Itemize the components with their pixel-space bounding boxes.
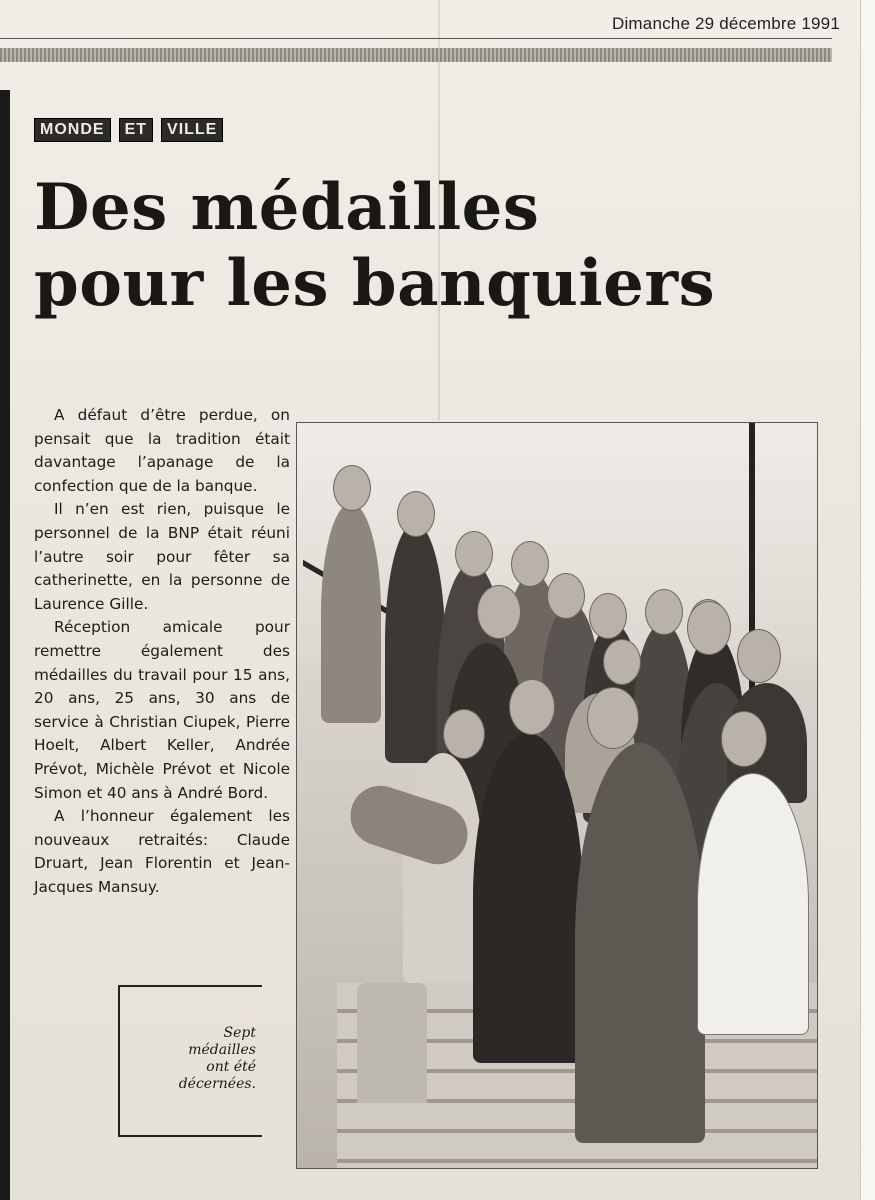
article-body [34, 404, 290, 899]
article-paragraph: A défaut d’être perdue, on pensait que la tradition était davantage l’apanage de la confection que de la banque. [34, 406, 290, 495]
headline-line-1: Des médailles [34, 170, 540, 245]
headline [34, 170, 794, 322]
group-photo [296, 422, 818, 1169]
headline-line-2: pour les banquiers [34, 246, 716, 321]
caption-line: ont été [206, 1059, 256, 1075]
person-head [737, 629, 781, 683]
person-figure [403, 753, 483, 983]
rubric-word: MONDE [34, 118, 111, 142]
caption-line: médailles [188, 1042, 256, 1058]
person-head [509, 679, 555, 735]
header-rule [0, 38, 832, 39]
person-head [455, 531, 493, 577]
person-figure [697, 773, 809, 1035]
photo-caption [146, 1025, 256, 1093]
caption-line: décernées. [178, 1076, 256, 1092]
header-band [0, 48, 832, 62]
article-paragraph: Réception amicale pour remettre également des médailles du travail pour 15 ans, 20 ans, 25 ans, 30 ans de service à Christian Ciupek, Pierre Hoelt, Albert Keller, Andrée Prévot, Michèle Prévot et Nicole Simon et 40 ans à André Bord. [34, 618, 290, 802]
person-head [687, 601, 731, 655]
caption-line: Sept [223, 1025, 256, 1041]
article-paragraph: Il n’en est rien, puisque le personnel de la BNP était réuni l’autre soir pour fêter sa catherinette, en la personne de Laurence Gille. [34, 500, 290, 613]
person-head [589, 593, 627, 639]
rubric-word: VILLE [161, 118, 223, 142]
article-paragraph: A l’honneur également les nouveaux retraités: Claude Druart, Jean Florentin et Jean-Jacques Mansuy. [34, 807, 290, 896]
person-head [603, 639, 641, 685]
person-head [721, 711, 767, 767]
person-head [645, 589, 683, 635]
person-head [587, 687, 639, 749]
person-figure [321, 503, 381, 723]
person-figure [473, 733, 583, 1063]
person-head [333, 465, 371, 511]
page-shadow-left [0, 90, 10, 1200]
person-head [477, 585, 521, 639]
stair-newel [357, 983, 427, 1103]
rubric-word: ET [119, 118, 153, 142]
issue-date: Dimanche 29 décembre 1991 [611, 14, 840, 33]
person-figure [385, 523, 445, 763]
person-head [511, 541, 549, 587]
person-figure [575, 743, 705, 1143]
person-head [443, 709, 485, 759]
page-edge-right [860, 0, 875, 1200]
person-head [547, 573, 585, 619]
section-rubric [34, 118, 223, 142]
person-head [397, 491, 435, 537]
caption-frame [118, 985, 262, 1137]
